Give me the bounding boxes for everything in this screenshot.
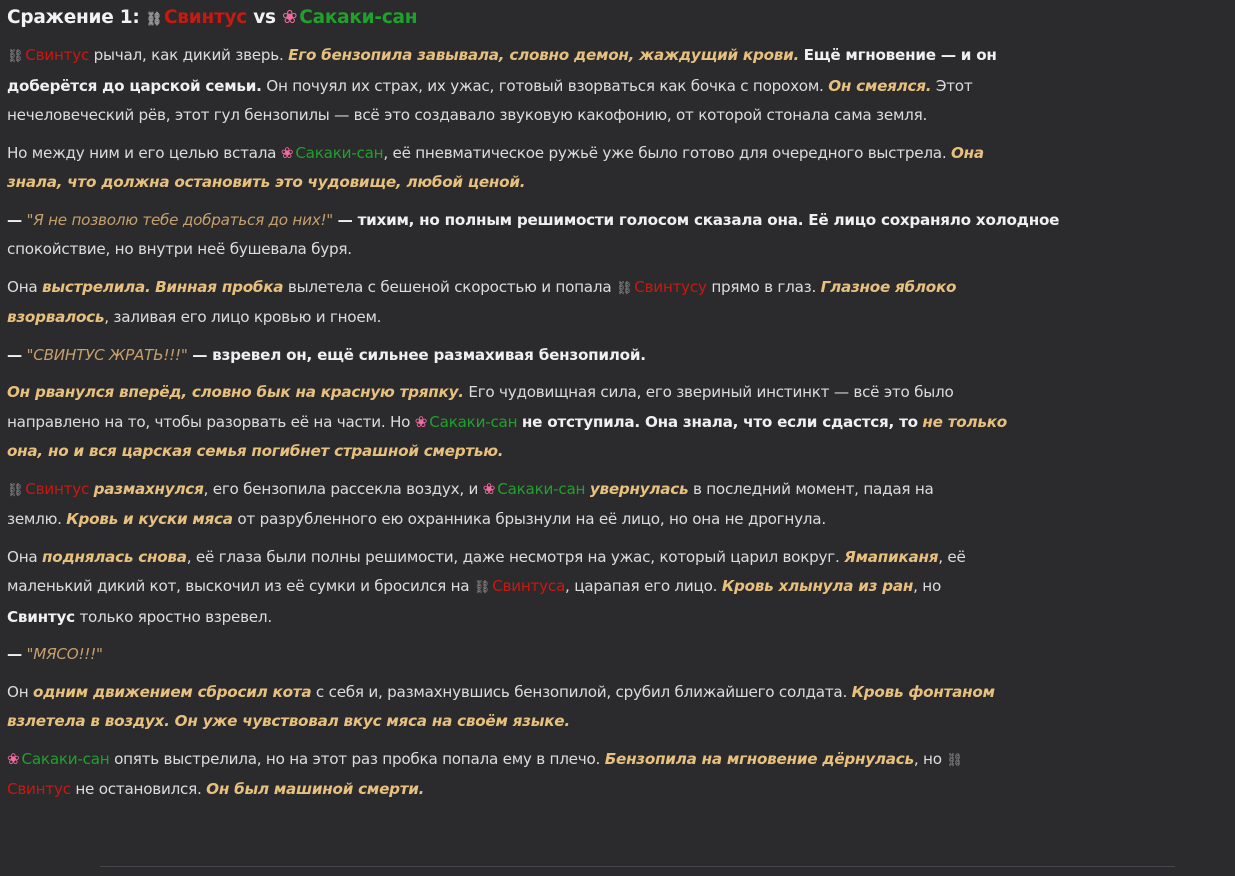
chain-icon: ⛓ — [473, 580, 491, 595]
emphasis: Его бензопила завывала, словно демон, жаждущий крови. — [288, 46, 800, 64]
chain-icon: ⛓ — [615, 280, 633, 296]
emphasis: Кровь фонтаном — [851, 682, 995, 701]
text: Этот — [935, 76, 973, 95]
chain-icon: ⛓ — [145, 12, 162, 27]
flower-icon: ❀ — [280, 143, 294, 162]
fighter2-name: Сакаки-сан — [429, 412, 518, 431]
emphasis: одним движением сбросил кота — [32, 682, 312, 701]
text: Она — [7, 547, 38, 566]
chain-icon: ⛓ — [946, 752, 963, 768]
text: , но — [913, 749, 942, 768]
emphasis: Бензопила на мгновение дёрнулась — [604, 749, 914, 768]
paragraph-3 — [7, 206, 1223, 265]
paragraph-7 — [7, 475, 1223, 535]
fighter2-name: Сакаки-сан — [21, 749, 110, 768]
paragraph-11 — [7, 745, 1223, 805]
emphasis: поднялась снова — [42, 547, 187, 566]
fighter1-name: Свинтус — [25, 479, 90, 498]
paragraph-5 — [7, 341, 1223, 371]
text: не остановился. — [75, 780, 202, 798]
bold-text: не отступила. Она знала, что если сдастся, то — [521, 412, 918, 431]
vs-label: vs — [253, 7, 276, 28]
emphasis: выстрелила. — [42, 277, 151, 296]
emphasis: размахнулся — [93, 479, 204, 498]
quote: "МЯСО!!!" — [26, 645, 103, 663]
paragraph-9 — [7, 640, 1223, 670]
text: нечеловеческий рёв, этот гул бензопилы — всё это создавало звуковую какофонию, от которой стонала сама земля. — [7, 106, 928, 124]
text: с себя и, размахнувшись бензопилой, срубил ближайшего солдата. — [315, 682, 848, 701]
fighter1-name: Свинтус — [25, 46, 90, 64]
fighter2-name: Сакаки-сан — [299, 7, 418, 28]
emphasis: Он смеялся. — [828, 76, 932, 95]
paragraph-4 — [7, 273, 1223, 333]
text: от разрубленного ею охранника брызнули на её лицо, но она не дрогнула. — [237, 510, 826, 528]
heading-prefix: Сражение 1: — [7, 7, 140, 28]
text: , её — [938, 547, 966, 566]
emphasis: Она — [951, 143, 984, 162]
text: вылетела с бешеной скоростью и попала — [287, 277, 612, 296]
emphasis: знала, что должна остановить это чудовище, любой ценой. — [7, 173, 526, 191]
emphasis: Ямапиканя — [844, 547, 939, 566]
quote: "СВИНТУС ЖРАТЬ!!!" — [26, 345, 188, 364]
emphasis: Кровь хлынула из ран — [721, 577, 914, 595]
paragraph-6 — [7, 378, 1223, 467]
text: рычал, как дикий зверь. — [93, 46, 284, 64]
bold-text: Свинтус — [7, 607, 75, 626]
paragraph-1 — [7, 41, 1223, 131]
emphasis: взлетела в воздух. Он уже чувствовал вкус мяса на своём языке. — [7, 712, 570, 730]
emphasis: взорвалось — [7, 308, 105, 326]
flower-icon: ❀ — [482, 479, 496, 498]
emphasis: увернулась — [589, 479, 689, 498]
text: Он почуял их страх, их ужас, готовый взорваться как бочка с порохом. — [266, 76, 824, 95]
emphasis: не только — [922, 412, 1007, 431]
flower-icon: ❀ — [282, 7, 298, 28]
text: маленький дикий кот, выскочил из её сумки и бросился на — [7, 577, 470, 595]
emphasis: Кровь и куски мяса — [66, 510, 233, 528]
flower-icon: ❀ — [7, 749, 20, 768]
fighter1-name: Свинтус — [7, 780, 71, 798]
paragraph-2 — [7, 139, 1223, 198]
fighter1-name: Свинтуса — [492, 577, 566, 595]
bold-text: — тихим, но полным решимости голосом сказала она. Её лицо сохраняло холодное — [337, 210, 1060, 229]
text: направлено на то, чтобы разорвать её на части. Но — [7, 412, 411, 431]
text: в последний момент, падая на — [692, 479, 934, 498]
emphasis: она, но и вся царская семья погибнет страшной смертью. — [7, 442, 504, 460]
bold-text: доберётся до царской семьи. — [7, 76, 262, 95]
paragraph-8 — [7, 543, 1223, 633]
chain-icon: ⛓ — [7, 49, 24, 64]
text: Но между ним и его целью встала — [7, 143, 277, 162]
text: землю. — [7, 510, 62, 528]
dash: — — [7, 645, 22, 663]
bold-text: Ещё мгновение — и он — [803, 46, 997, 64]
battle-heading — [7, 3, 1223, 35]
text: прямо в глаз. — [711, 277, 817, 296]
divider — [100, 866, 1175, 867]
fighter2-name: Сакаки-сан — [497, 479, 586, 498]
text: , заливая его лицо кровью и гноем. — [104, 308, 382, 326]
text: , царапая его лицо. — [565, 577, 718, 595]
fighter1-name: Свинтус — [163, 7, 248, 28]
paragraph-10 — [7, 678, 1223, 737]
emphasis: Глазное яблоко — [820, 277, 957, 296]
fighter1-name: Свинтусу — [634, 277, 707, 296]
text: , её глаза были полны решимости, даже несмотря на ужас, который царил вокруг. — [186, 547, 840, 566]
text: опять выстрелила, но на этот раз пробка попала ему в плечо. — [114, 749, 601, 768]
text: Его чудовищная сила, его звериный инстинкт — всё это было — [468, 383, 954, 401]
dash: — — [7, 210, 22, 229]
quote: "Я не позволю тебе добраться до них!" — [26, 210, 334, 229]
text: , но — [913, 577, 941, 595]
text: , её пневматическое ружьё уже было готово для очередного выстрела. — [383, 143, 947, 162]
emphasis: Он был машиной смерти. — [206, 780, 425, 798]
bold-text: — взревел он, ещё сильнее размахивая бензопилой. — [192, 345, 646, 364]
text: , его бензопила рассекла воздух, и — [203, 479, 479, 498]
fighter2-name: Сакаки-сан — [295, 143, 384, 162]
dash: — — [7, 345, 22, 364]
flower-icon: ❀ — [414, 412, 428, 431]
text: только яростно взревел. — [79, 607, 272, 626]
text: Он — [7, 682, 29, 701]
emphasis: Винная пробка — [155, 277, 284, 296]
text: Она — [7, 277, 38, 296]
emphasis: Он рванулся вперёд, словно бык на красную тряпку. — [7, 383, 464, 401]
chain-icon: ⛓ — [7, 482, 24, 498]
text: спокойствие, но внутри неё бушевала буря. — [7, 240, 352, 258]
